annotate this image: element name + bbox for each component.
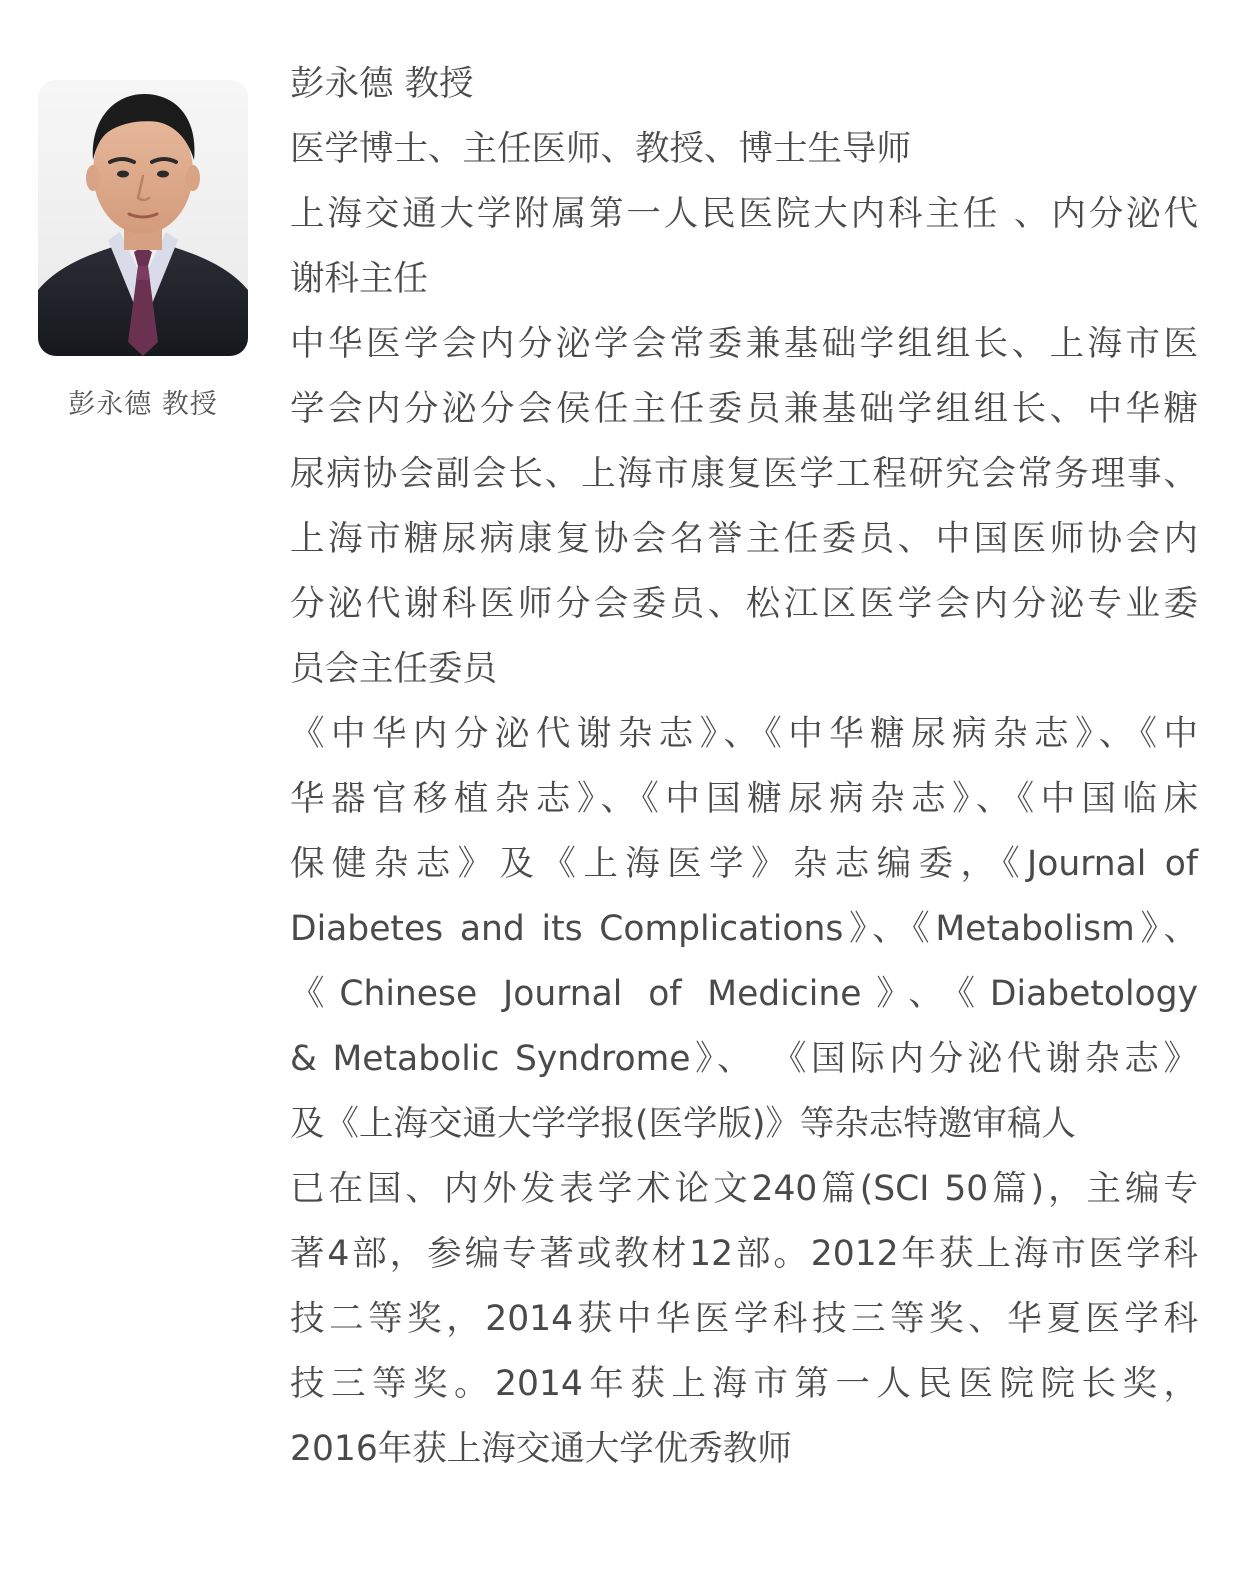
- portrait-caption: 彭永德 教授: [68, 389, 218, 420]
- bio-line: 华器官移植杂志》、《中国糖尿病杂志》、《中国临床: [290, 779, 1198, 819]
- bio-line: 保健杂志》及《上海医学》杂志编委，《Journal of: [290, 844, 1198, 884]
- bio-line: Diabetes and its Complications》、《Metabolism》、: [290, 909, 1198, 949]
- bio-line: 技二等奖，2014获中华医学科技三等奖、华夏医学科: [290, 1299, 1198, 1339]
- bio-line: 学会内分泌分会侯任主任委员兼基础学组组长、中华糖: [290, 389, 1198, 429]
- bio-line: 技三等奖。2014年获上海市第一人民医院院长奖，: [290, 1364, 1198, 1404]
- profile-sidebar: [38, 80, 248, 421]
- bio-line: 《Chinese Journal of Medicine》、《Diabetology: [290, 974, 1198, 1014]
- bio-text: [290, 52, 1198, 1482]
- bio-line: & Metabolic Syndrome》、 《国际内分泌代谢杂志》: [290, 1039, 1198, 1079]
- bio-line: 中华医学会内分泌学会常委兼基础学组组长、上海市医: [290, 324, 1198, 364]
- bio-line: 上海市糖尿病康复协会名誉主任委员、中国医师协会内: [290, 519, 1198, 559]
- bio-line: 谢科主任: [290, 259, 428, 299]
- bio-line: 上海交通大学附属第一人民医院大内科主任 、内分泌代: [290, 194, 1198, 234]
- bio-line: 及《上海交通大学学报(医学版)》等杂志特邀审稿人: [290, 1104, 1076, 1144]
- bio-line: 《中华内分泌代谢杂志》、《中华糖尿病杂志》、《中: [290, 714, 1198, 754]
- bio-line: 分泌代谢科医师分会委员、松江区医学会内分泌专业委: [290, 584, 1198, 624]
- bio-line: 尿病协会副会长、上海市康复医学工程研究会常务理事、: [290, 454, 1198, 494]
- bio-line: 彭永德 教授: [290, 64, 474, 104]
- bio-line: 2016年获上海交通大学优秀教师: [290, 1429, 792, 1469]
- portrait-photo: [38, 80, 248, 356]
- bio-line: 医学博士、主任医师、教授、博士生导师: [290, 129, 911, 169]
- bio-line: 著4部，参编专著或教材12部。2012年获上海市医学科: [290, 1234, 1198, 1274]
- bio-line: 员会主任委员: [290, 649, 497, 689]
- bio-line: 已在国、内外发表学术论文240篇(SCI 50篇)，主编专: [290, 1169, 1198, 1209]
